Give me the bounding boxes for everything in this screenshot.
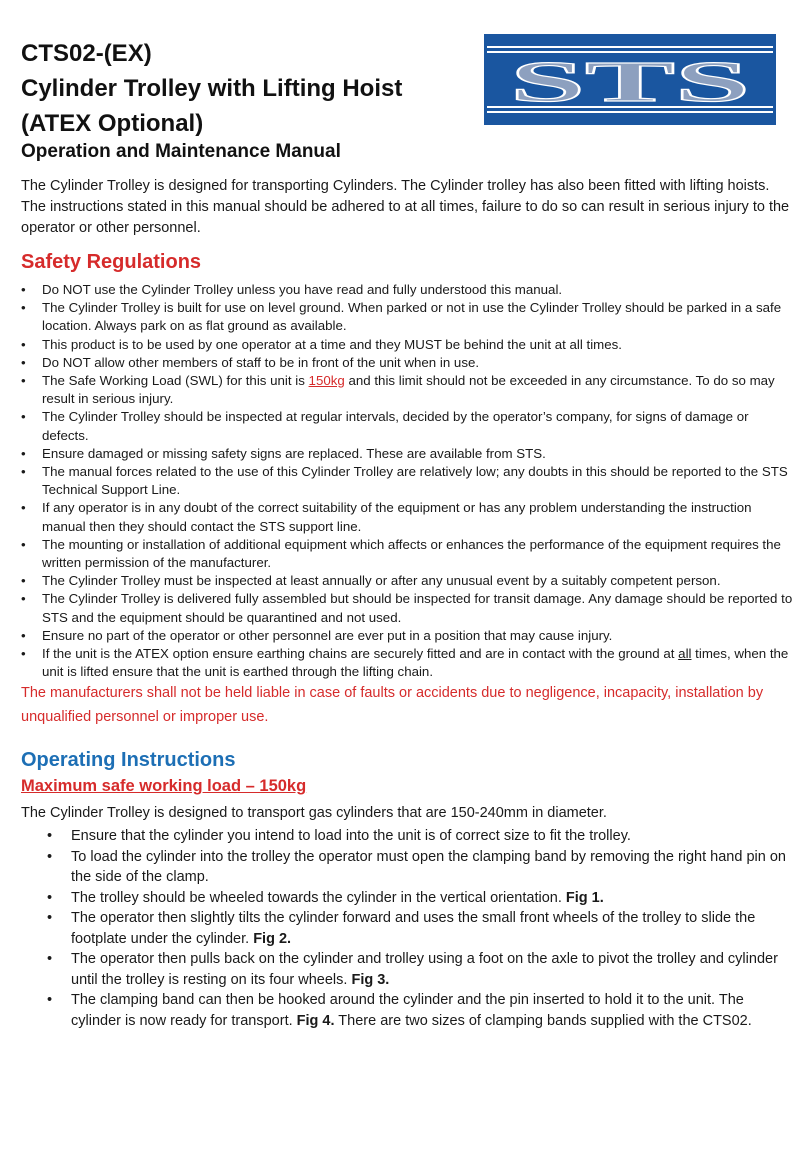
main-content	[21, 176, 793, 1031]
safety-list	[21, 281, 793, 681]
sts-logo-graphic	[487, 37, 773, 122]
safety-item-swl	[21, 372, 793, 408]
operating-list	[21, 826, 793, 1031]
step-text: The clamping band can then be hooked around the cylinder and the pin inserted to hold it to the unit. The cylinder is now ready for transport.	[71, 992, 744, 1029]
swl-text-after: and this limit should not be exceeded in any circumstance. To do so may result in serious injury.	[42, 373, 775, 407]
fig-reference: Fig 1.	[565, 889, 604, 906]
atex-underlined: all	[678, 646, 692, 662]
swl-value: 150kg	[308, 373, 345, 389]
step-text: The operator then pulls back on the cylinder and trolley using a foot on the axle to pivot the trolley and cylinder until the trolley is resting on its four wheels.	[71, 951, 778, 988]
title-line-3: (ATEX Optional)	[21, 110, 204, 137]
operating-step	[21, 949, 793, 990]
safety-item: • Ensure no part of the operator or other personnel are ever put in a position that may cause injury.	[21, 627, 793, 645]
step-text: Ensure that the cylinder you intend to load into the unit is of correct size to fit the trolley.	[71, 828, 631, 845]
safety-item: • The Cylinder Trolley is delivered fully assembled but should be inspected for transit damage. Any damage should be reported to STS and the equipment should be quarantined and not used.	[21, 590, 793, 626]
safety-item: • The Cylinder Trolley should be inspected at regular intervals, decided by the operator’s company, for signs of damage or defects.	[21, 408, 793, 444]
liability-disclaimer: The manufacturers shall not be held liable in case of faults or accidents due to negligence, incapacity, installation by unqualified personnel or improper use.	[21, 685, 764, 726]
atex-text-after: times, when the unit is lifted ensure that the unit is earthed through the lifting chain.	[42, 646, 789, 680]
safety-item: • The manual forces related to the use of this Cylinder Trolley are relatively low; any doubts in this should be reported to the STS Technical Support Line.	[21, 463, 793, 499]
operating-step	[21, 908, 793, 949]
title-line-2: Cylinder Trolley with Lifting Hoist	[21, 75, 403, 102]
fig-reference: Fig 2.	[253, 930, 292, 947]
safety-heading: Safety Regulations	[21, 251, 202, 273]
operating-step	[21, 990, 793, 1031]
safety-item-atex	[21, 645, 793, 681]
atex-text-before: If the unit is the ATEX option ensure earthing chains are securely fitted and are in contact with the ground at	[42, 646, 679, 662]
step-text: To load the cylinder into the trolley the operator must open the clamping band by removing the right hand pin on the side of the clamp.	[71, 848, 786, 886]
operating-heading: Operating Instructions	[21, 749, 236, 772]
safety-item: • Do NOT allow other members of staff to be in front of the unit when in use.	[21, 354, 793, 372]
max-load-subheading: Maximum safe working load – 150kg	[21, 777, 307, 796]
safety-item: • The mounting or installation of additional equipment which affects or enhances the performance of the equipment requires the written permission of the manufacturer.	[21, 536, 793, 572]
operating-intro: The Cylinder Trolley is designed to transport gas cylinders that are 150-240mm in diameter.	[21, 805, 607, 822]
operating-step	[21, 888, 793, 909]
manual-subtitle: Operation and Maintenance Manual	[21, 141, 341, 162]
safety-item: • Ensure damaged or missing safety signs are replaced. These are available from STS.	[21, 445, 793, 463]
title-line-1: CTS02-(EX)	[21, 40, 152, 67]
logo-text: STS	[510, 49, 750, 114]
fig-reference: Fig 3.	[351, 971, 390, 988]
step-text-after: There are two sizes of clamping bands supplied with the CTS02.	[334, 1012, 752, 1029]
title-block	[21, 36, 481, 165]
safety-item: • The Cylinder Trolley must be inspected at least annually or after any unusual event by a suitably competent person.	[21, 572, 793, 590]
safety-item: • If any operator is in any doubt of the correct suitability of the equipment or has any problem understanding the instruction manual then they should contact the STS support line.	[21, 499, 793, 535]
step-text: The trolley should be wheeled towards the cylinder in the vertical orientation.	[71, 889, 566, 906]
operating-step	[21, 826, 793, 847]
swl-text-before: The Safe Working Load (SWL) for this unit is	[42, 373, 309, 389]
operating-step	[21, 847, 793, 888]
sts-logo	[484, 34, 776, 125]
intro-paragraph: The Cylinder Trolley is designed for transporting Cylinders. The Cylinder trolley has also been fitted with lifting hoists. The instructions stated in this manual should be adhered to at all times, failure to do so can result in serious injury to the operator or other personnel.	[21, 178, 790, 236]
safety-item: • The Cylinder Trolley is built for use on level ground. When parked or not in use the Cylinder Trolley should be parked in a safe location. Always park on as flat ground as available.	[21, 299, 793, 335]
safety-item: • This product is to be used by one operator at a time and they MUST be behind the unit at all times.	[21, 336, 793, 354]
safety-item: • Do NOT use the Cylinder Trolley unless you have read and fully understood this manual.	[21, 281, 793, 299]
step-text: The operator then slightly tilts the cylinder forward and uses the small front wheels of the trolley to slide the footplate under the cylinder.	[71, 910, 756, 947]
fig-reference: Fig 4.	[296, 1012, 335, 1029]
